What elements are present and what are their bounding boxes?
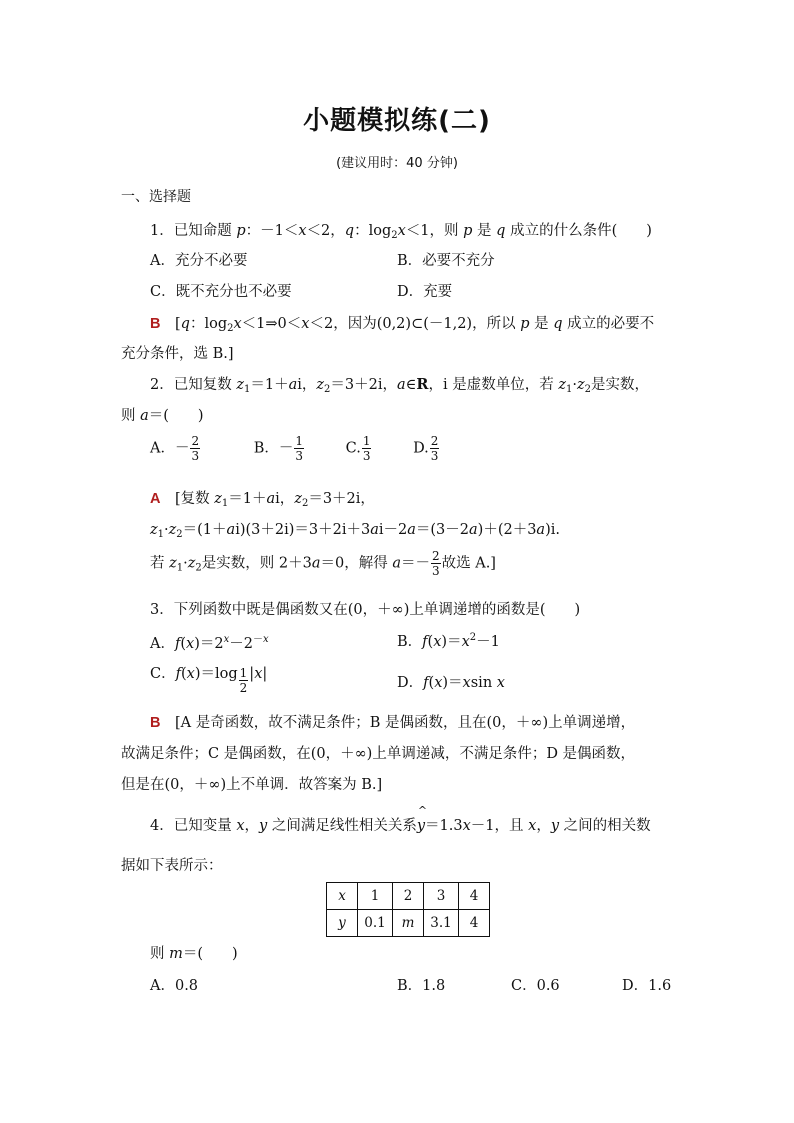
q2-stem-then: 则 bbox=[121, 408, 141, 424]
q4-stem: 4．已知变量 x，y 之间满足线性相关关系 ^ y＝1.3x－1，且 x，y 之间的相关数 bbox=[150, 804, 651, 834]
table-cell: 3 bbox=[424, 883, 459, 910]
table-cell: 2 bbox=[393, 883, 424, 910]
q3-option-b: B．$f(x)=x^2-1$ bbox=[397, 632, 500, 650]
q1-option-d: D．充要 bbox=[397, 284, 453, 300]
q1-stem: 1．已知命题 p：－1＜x＜2，q：$\log_2x<1$，则 p 是 q 成立的什么条件( ) bbox=[150, 223, 652, 241]
q2-stem: 2．已知复数 $z_1=1+ai$，$z_2=3+2i$，a∈R，i 是虚数单位，若 $z_1\cdot z_2$是实数， bbox=[150, 376, 649, 395]
table-cell: m bbox=[393, 910, 424, 937]
q3-option-d: D．f(x)＝xsin x bbox=[397, 675, 505, 691]
q3-stem-text: 下列函数中既是偶函数又在(0，＋∞)上单调递增的函数是( ) bbox=[173, 602, 581, 618]
q4-ask-text: ＝( ) bbox=[182, 946, 238, 962]
q3-answer: B bbox=[150, 715, 161, 731]
q1-answer: B bbox=[150, 316, 161, 332]
q2-explanation-3: 若 $z_1\cdot z_2$是实数，则 2＋3a＝0，解得 a＝－ $\frac{2}{3}$ 故选 A.] bbox=[150, 549, 496, 578]
q1-explanation-tail: 充分条件，选 B.] bbox=[121, 346, 234, 362]
q1-option-b: B．必要不充分 bbox=[397, 253, 495, 269]
q3-stem bbox=[150, 598, 580, 619]
q4-stem-line2: 据如下表所示： bbox=[121, 858, 223, 874]
table-cell: 0.1 bbox=[358, 910, 393, 937]
q2-conclusion: 故选 A.] bbox=[441, 555, 496, 572]
q4-option-a: A．0.8 bbox=[150, 978, 199, 994]
table-cell: y bbox=[327, 910, 358, 937]
q2-options: A．－ $\frac{2}{3}$ B．－ $\frac{1}{3}$ C. $\frac{1}{3}$ D. $\frac{2}{3}$ bbox=[150, 434, 439, 463]
q3-explanation-text-1: [A 是奇函数，故不满足条件；B 是偶函数，且在(0，＋∞)上单调递增， bbox=[174, 715, 636, 731]
q1-option-c: C．既不充分也不必要 bbox=[150, 284, 292, 300]
q3-number: 3． bbox=[150, 602, 174, 618]
table-row bbox=[327, 910, 490, 937]
q4-option-c: C．0.6 bbox=[511, 978, 560, 994]
table-cell: 4 bbox=[459, 883, 490, 910]
table-cell: 3.1 bbox=[424, 910, 459, 937]
q2-stem-tail: 是实数， bbox=[590, 377, 649, 393]
table-cell: 4 bbox=[459, 910, 490, 937]
q3-option-c: C．f(x)＝log $\frac{1}{2}$ |x| bbox=[150, 666, 268, 695]
q1-number: 1． bbox=[150, 223, 174, 239]
q2-number: 2． bbox=[150, 377, 174, 393]
q1-stem-text: 已知命题 bbox=[173, 223, 237, 239]
q4-option-b: B．1.8 bbox=[397, 978, 446, 994]
q2-answer: A bbox=[150, 491, 161, 507]
q2-explanation-1: A [复数 $z_1=1+ai$，$z_2=3+2i$， bbox=[150, 491, 375, 509]
q4-number: 4． bbox=[150, 818, 174, 834]
q4-ask: 则 m＝( ) bbox=[150, 946, 238, 962]
q3-explanation-3: 但是在(0，＋∞)上不单调．故答案为 B.] bbox=[121, 777, 383, 793]
q1-stem-tail: 成立的什么条件( ) bbox=[510, 223, 652, 239]
suggested-time: (建议用时：40 分钟) bbox=[336, 156, 458, 171]
q1-option-a: A．充分不必要 bbox=[150, 253, 248, 269]
q2-explanation-2: $z_1\cdot z_2=(1+ai)(3+2i)=3+2i+3ai-2a=(3-2a)+(2+3a)i$. bbox=[150, 522, 560, 540]
q3-explanation-2: 故满足条件；C 是偶函数，在(0，＋∞)上单调递减，不满足条件；D 是偶函数， bbox=[121, 746, 636, 762]
q4-option-d: D．1.6 bbox=[622, 978, 672, 994]
table-cell: 1 bbox=[358, 883, 393, 910]
section-heading: 一、选择题 bbox=[121, 189, 191, 205]
q3-explanation-1 bbox=[150, 711, 635, 732]
q3-option-a: A．$f(x)=2^x-2^{-x}$ bbox=[150, 634, 269, 652]
page-title: 小题模拟练(二) bbox=[303, 106, 491, 136]
q1-explanation: B [q：$\log_2x<1\Rightarrow 0<x<2$，因为(0,2)⊂(－1,2)，所以 p 是 q 成立的必要不 bbox=[150, 316, 655, 334]
table-cell: x bbox=[327, 883, 358, 910]
table-row bbox=[327, 883, 490, 910]
q2-stem-line2: 则 a＝( ) bbox=[121, 408, 204, 424]
data-table bbox=[326, 882, 490, 937]
